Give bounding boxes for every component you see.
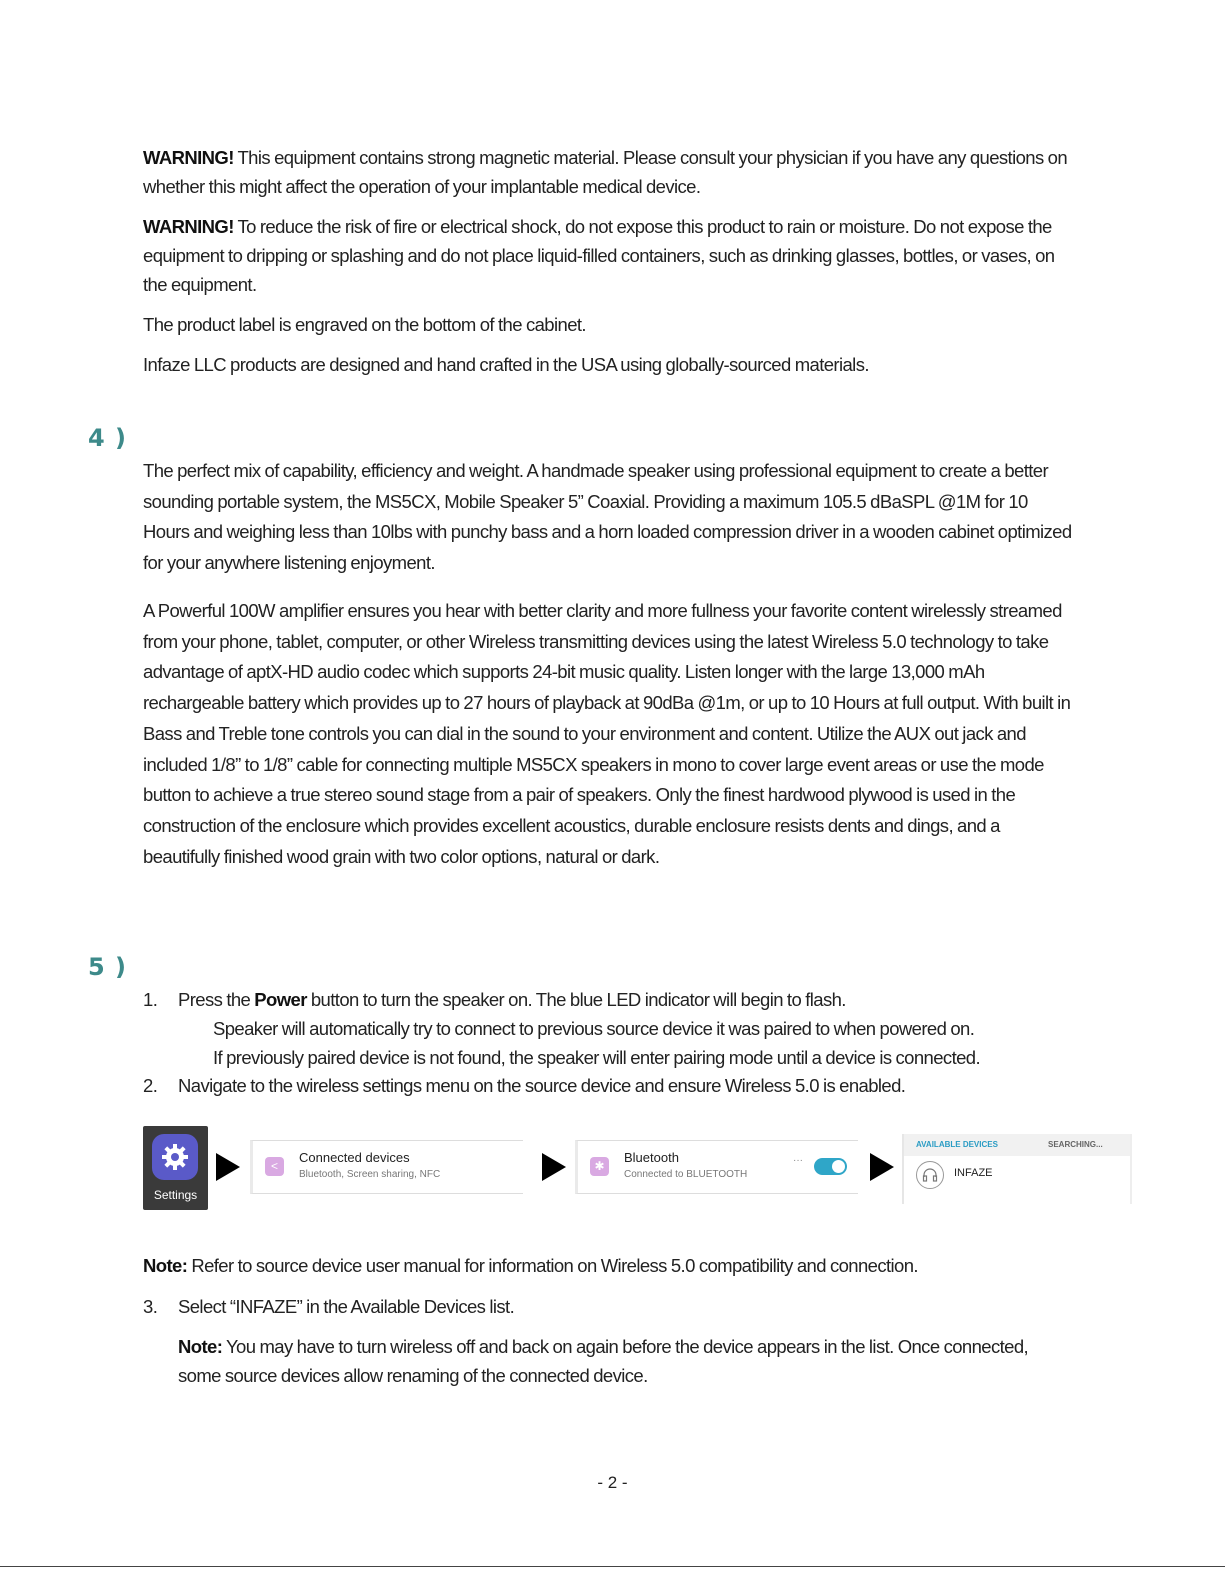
step-1-pre: Press the	[178, 989, 255, 1010]
note-text: Refer to source device user manual for information on Wireless 5.0 compatibility and connection.	[187, 1255, 918, 1276]
step-1-text	[178, 985, 1068, 1014]
available-devices-panel	[902, 1134, 1132, 1204]
step-1-sub-1: Speaker will automatically try to connect to previous source device it was paired to when powered on.	[213, 1018, 975, 1039]
headset-icon	[916, 1161, 944, 1189]
warning-label: WARNING!	[143, 216, 234, 237]
device-name: INFAZE	[954, 1167, 993, 1179]
product-intro-paragraph: The perfect mix of capability, efficiency and weight. A handmade speaker using professional equipment to create a better sounding portable system, the MS5CX, Mobile Speaker 5” Coaxial. Providing a maximum 105.5 dBaSPL @1M for 10 Hours and weighing less than 10lbs with punchy bass and a horn loaded compression driver in a wooden cabinet optimized for your anywhere listening enjoyment.	[143, 460, 1072, 573]
gear-icon	[152, 1134, 198, 1180]
warning-label: WARNING!	[143, 147, 234, 168]
searching-status: SEARCHING...	[1048, 1140, 1103, 1149]
page-number: - 2 -	[597, 1473, 628, 1492]
step-1-sub-2: If previously paired device is not found, the speaker will enter pairing mode until a device is connected.	[213, 1047, 981, 1068]
pairing-steps-illustration	[0, 1124, 1225, 1214]
bluetooth-panel	[575, 1140, 858, 1194]
step-1-post: button to turn the speaker on. The blue LED indicator will begin to flash.	[306, 989, 846, 1010]
available-devices-label: AVAILABLE DEVICES	[916, 1140, 998, 1149]
settings-label: Settings	[153, 1188, 198, 1202]
step-2-text: Navigate to the wireless settings menu on the source device and ensure Wireless 5.0 is enabled.	[178, 1075, 906, 1096]
bluetooth-title: Bluetooth	[624, 1150, 679, 1165]
share-icon: <	[265, 1157, 284, 1176]
power-label: Power	[254, 989, 307, 1010]
settings-app-tile	[143, 1126, 208, 1210]
step-1-number: 1.	[143, 989, 158, 1010]
step-3-text: Select “INFAZE” in the Available Devices list.	[178, 1296, 515, 1317]
bluetooth-toggle	[814, 1158, 847, 1175]
section-number-4: 4 )	[88, 424, 128, 452]
warning-magnetic	[143, 143, 1078, 201]
note-label: Note:	[178, 1336, 223, 1357]
more-dots-icon: ···	[793, 1155, 803, 1166]
warning-text: This equipment contains strong magnetic material. Please consult your physician if you have any questions on whether this might affect the operation of your implantable medical device.	[143, 147, 1068, 197]
product-features-paragraph: A Powerful 100W amplifier ensures you hear with better clarity and more fullness your favorite content wirelessly streamed from your phone, tablet, computer, or other Wireless transmitting devices using the latest Wireless 5.0 technology to take advantage of aptX-HD audio codec which supports 24-bit music quality. Listen longer with the large 13,000 mAh rechargeable battery which provides up to 27 hours of playback at 90dBa @1m, or up to 10 Hours at full output. With built in Bass and Treble tone controls you can dial in the sound to your environment and content. Utilize the AUX out jack and included 1/8” to 1/8” cable for connecting multiple MS5CX speakers in mono to cover large event areas or use the mode button to achieve a true stereo sound stage from a pair of speakers. Only the finest hardwood plywood is used in the construction of the enclosure which provides excellent acoustics, durable enclosure resists dents and dings, and a beautifully finished wood grain with two color options, natural or dark.	[143, 600, 1071, 867]
step-3-number: 3.	[143, 1296, 158, 1317]
arrow-right-icon	[216, 1153, 240, 1181]
note-compatibility	[143, 1251, 1078, 1280]
product-label-note: The product label is engraved on the bottom of the cabinet.	[143, 314, 586, 335]
warning-text: To reduce the risk of fire or electrical shock, do not expose this product to rain or moisture. Do not expose the equipment to dripping or splashing and do not place liquid-filled containers, such as drinking glasses, bottles, or vases, on the equipment.	[143, 216, 1055, 295]
note-label: Note:	[143, 1255, 188, 1276]
note-text: You may have to turn wireless off and back on again before the device appears in the list. Once connected, some source devices allow renaming of the connected device.	[178, 1336, 1029, 1386]
step-2-number: 2.	[143, 1075, 158, 1096]
arrow-right-icon	[870, 1153, 894, 1181]
connected-devices-title: Connected devices	[299, 1150, 410, 1165]
connected-devices-panel	[250, 1140, 523, 1194]
connected-devices-subtitle: Bluetooth, Screen sharing, NFC	[299, 1169, 441, 1180]
origin-note: Infaze LLC products are designed and hand crafted in the USA using globally-sourced materials.	[143, 354, 869, 375]
warning-moisture	[143, 212, 1078, 299]
note-renaming	[178, 1332, 1058, 1390]
bluetooth-subtitle: Connected to BLUETOOTH	[624, 1169, 748, 1180]
section-number-5: 5 )	[88, 953, 128, 981]
arrow-right-icon	[542, 1153, 566, 1181]
bluetooth-icon: ✱	[590, 1157, 609, 1176]
page-bottom-rule	[0, 1566, 1225, 1567]
